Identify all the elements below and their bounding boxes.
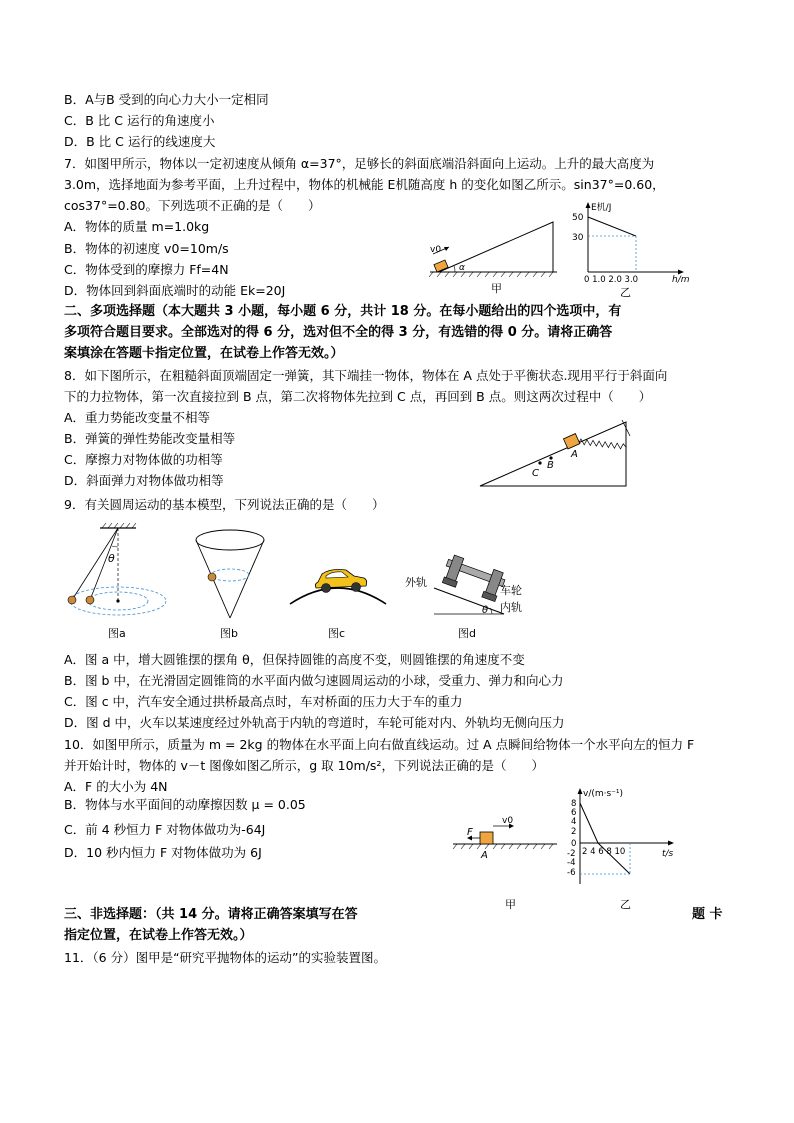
q10-figure-jia [445, 812, 565, 912]
q7-stem-line3: cos37°=0.80。下列选项不正确的是（ ） [64, 198, 321, 213]
q7-option-c: C．物体受到的摩擦力 Ff=4N [64, 262, 229, 277]
q6-option-b: B．A与B 受到的向心力大小一定相同 [64, 92, 269, 107]
q7-figure-yi [560, 200, 700, 298]
q9-figure-a [60, 520, 175, 642]
q10-v0-label: v0 [502, 816, 514, 826]
q10-figure-yi [566, 784, 696, 912]
section-3-heading-line1: 三、非选择题：（共 14 分。请将正确答案填写在答 [64, 907, 358, 922]
q11-stem: 11．（6 分）图甲是“研究平抛物体的运动”的实验装置图。 [64, 950, 387, 965]
q10-caption-yi: 乙 [620, 898, 631, 911]
q8-stem-line1: 8．如下图所示，在粗糙斜面顶端固定一弹簧，其下端挂一物体，物体在 A 点处于平衡状态.现用平行于斜面向 [64, 368, 668, 383]
q7-option-a: A．物体的质量 m=1.0kg [64, 219, 210, 234]
q8-label-b: B [547, 460, 554, 471]
q7-caption-jia: 甲 [491, 282, 502, 295]
q10-ytick-4: 4 [571, 817, 577, 827]
q8-stem-line2: 下的力拉物体，第一次直接拉到 B 点，第二次将物体先拉到 C 点，再回到 B 点。则这两次过程中（ ） [64, 389, 652, 404]
q10-ytick-6: 6 [571, 808, 577, 818]
q9-option-c: C．图 c 中，汽车安全通过拱桥最高点时，车对桥面的压力大于车的重力 [64, 694, 463, 709]
q9-figure-b [190, 520, 270, 642]
q10-ytick-2: 2 [571, 827, 577, 837]
q7-caption-yi: 乙 [620, 286, 631, 298]
q10-stem-line2: 并开始计时，物体的 v－t 图像如图乙所示，g 取 10m/s²，下列说法正确的是（ ） [64, 758, 544, 773]
q10-stem-line1: 10．如图甲所示，质量为 m = 2kg 的物体在水平面上向右做直线运动。过 A 点瞬间给物体一个水平向左的恒力 F [64, 737, 695, 752]
q9-option-a: A．图 a 中，增大圆锥摆的摆角 θ，但保持圆锥的高度不变，则圆锥摆的角速度不变 [64, 652, 525, 667]
q9-label-wheel: 车轮 [500, 584, 522, 597]
q9-caption-d: 图d [458, 627, 476, 640]
q7-option-b: B．物体的初速度 v0=10m/s [64, 241, 229, 256]
q9-figure-d [404, 548, 544, 642]
section-2-heading-line2: 多项符合题目要求。全部选对的得 6 分，选对但不全的得 3 分，有选错的得 0 分。请将正确答 [64, 325, 613, 340]
q7-ylabel: E机/J [591, 203, 612, 213]
section-2-heading-line3: 案填涂在答题卡指定位置，在试卷上作答无效。） [64, 346, 344, 361]
q8-figure [470, 410, 640, 492]
q10-xticks: 2 4 6 8 10 [582, 847, 626, 857]
q8-option-d: D．斜面弹力对物体做功相等 [64, 473, 224, 488]
q10-xlabel: t/s [662, 849, 674, 859]
q8-option-a: A．重力势能改变量不相等 [64, 410, 211, 425]
q10-ytick-0: 0 [571, 839, 577, 849]
q7-figure-jia [425, 212, 565, 297]
q6-option-d: D．B 比 C 运行的线速度大 [64, 134, 216, 149]
q7-stem-line1: 7．如图甲所示，物体以一定初速度从倾角 α=37°，足够长的斜面底端沿斜面向上运动。上升的最大高度为 [64, 156, 655, 171]
q9-stem: 9．有关圆周运动的基本模型，下列说法正确的是（ ） [64, 497, 385, 512]
q10-ytick-m4: -4 [567, 858, 576, 868]
q6-option-c: C．B 比 C 运行的角速度小 [64, 113, 215, 128]
q10-ytick-m2: -2 [567, 849, 576, 859]
q8-option-c: C．摩擦力对物体做的功相等 [64, 452, 223, 467]
q7-xticks: 0 1.0 2.0 3.0 [584, 275, 639, 285]
q10-ytick-m6: -6 [567, 868, 576, 878]
q8-option-b: B．弹簧的弹性势能改变量相等 [64, 431, 236, 446]
q7-option-d: D．物体回到斜面底端时的动能 Ek=20J [64, 283, 286, 298]
q9-theta-a: θ [108, 552, 115, 565]
q8-label-a: A [571, 449, 578, 460]
q9-label-inner-rail: 内轨 [500, 601, 522, 614]
q10-option-c: C．前 4 秒恒力 F 对物体做功为-64J [64, 822, 266, 837]
q10-option-a: A．F 的大小为 4N [64, 779, 168, 794]
q9-label-outer-rail: 外轨 [405, 576, 427, 589]
q7-alpha-label: α [459, 263, 465, 273]
section-2-heading-line1: 二、多项选择题（本大题共 3 小题，每小题 6 分，共计 18 分。在每小题给出的四个选项中，有 [64, 304, 622, 319]
q10-f-label: F [467, 827, 473, 838]
q9-option-d: D．图 d 中，火车以某速度经过外轨高于内轨的弯道时，车轮可能对内、外轨均无侧向压力 [64, 715, 565, 730]
section-3-heading-line1-tail: 题 卡 [692, 907, 723, 922]
q7-v0-label: v0 [430, 245, 442, 255]
q10-caption-jia: 甲 [505, 898, 516, 911]
q10-ylabel: v/(m·s⁻¹) [583, 789, 624, 799]
q10-option-b: B．物体与水平面间的动摩擦因数 μ = 0.05 [64, 797, 306, 812]
q10-option-d: D．10 秒内恒力 F 对物体做功为 6J [64, 845, 262, 860]
q9-caption-c: 图c [328, 627, 346, 640]
q9-caption-b: 图b [220, 627, 238, 640]
q9-figure-c [288, 552, 388, 642]
q10-a-label: A [481, 850, 488, 861]
q7-stem-line2: 3.0m，选择地面为参考平面，上升过程中，物体的机械能 E机随高度 h 的变化如图乙所示。sin37°=0.60， [64, 177, 665, 192]
q10-ytick-8: 8 [571, 799, 577, 809]
q7-y50: 50 [572, 213, 584, 223]
q9-option-b: B．图 b 中，在光滑固定圆锥筒的水平面内做匀速圆周运动的小球，受重力、弹力和向心力 [64, 673, 564, 688]
q7-y30: 30 [572, 233, 584, 243]
section-3-heading-line2: 指定位置，在试卷上作答无效。） [64, 928, 253, 943]
q7-xlabel: h/m [672, 275, 690, 285]
q9-theta-d: θ [482, 605, 489, 616]
q8-label-c: C [532, 468, 539, 479]
q9-caption-a: 图a [108, 627, 126, 640]
